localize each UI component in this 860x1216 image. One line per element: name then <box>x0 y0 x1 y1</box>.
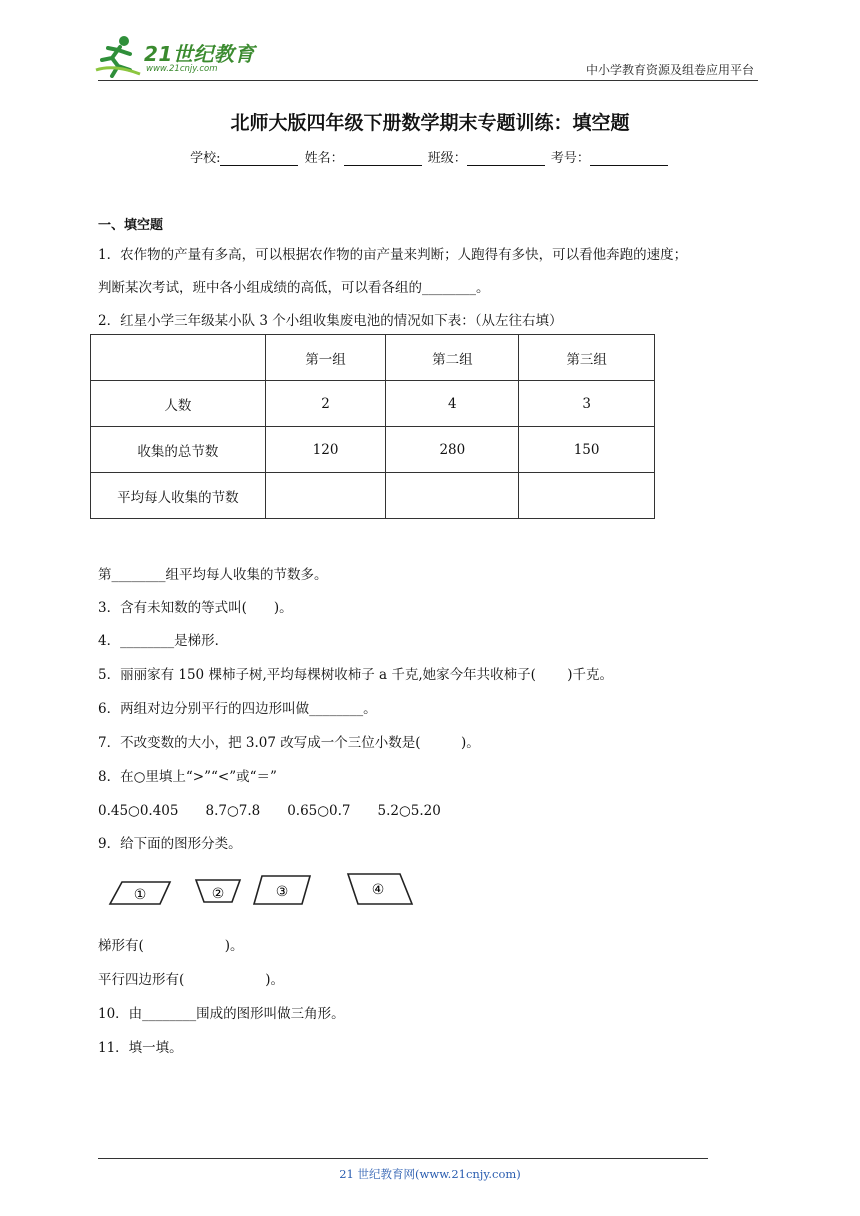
section-heading: 一、填空题 <box>98 218 164 233</box>
table-cell: 4 <box>386 381 519 427</box>
logo <box>94 34 264 82</box>
question-3: 3．含有未知数的等式叫( )。 <box>98 600 293 616</box>
question-8: 8．在○里填上“>”“<”或“＝” <box>98 769 277 785</box>
logo-text: 21世纪教育 <box>144 42 255 66</box>
question-10: 10．由________围成的图形叫做三角形。 <box>98 1006 345 1022</box>
answer-cell[interactable] <box>265 473 386 519</box>
table-row <box>91 381 655 427</box>
question-9: 9．给下面的图形分类。 <box>98 836 242 852</box>
class-blank <box>467 151 545 166</box>
question-5: 5．丽丽家有 150 棵柿子树,平均每棵树收柿子 a 千克,她家今年共收柿子( )千克。 <box>98 667 613 683</box>
table-row <box>91 473 655 519</box>
shape-2-label: ② <box>211 886 225 902</box>
question-9-parallelograms: 平行四边形有( )。 <box>98 972 285 988</box>
question-2: 2．红星小学三年级某小队 3 个小组收集废电池的情况如下表：（从左往右填） <box>98 313 563 329</box>
question-1-line-2: 判断某次考试，班中各小组成绩的高低，可以看各组的________。 <box>98 280 490 296</box>
table-header-row <box>91 335 655 381</box>
question-2-answer: 第________组平均每人收集的节数多。 <box>98 567 328 583</box>
table-cell: 120 <box>265 427 386 473</box>
school-blank <box>220 151 298 166</box>
table-cell: 280 <box>386 427 519 473</box>
battery-table <box>90 334 655 519</box>
runner-icon <box>94 34 142 78</box>
shape-3-label: ③ <box>275 884 289 900</box>
footer-link[interactable]: 21 世纪教育网(www.21cnjy.com) <box>339 1167 521 1181</box>
table-cell: 150 <box>519 427 655 473</box>
table-cell: 收集的总节数 <box>91 427 266 473</box>
question-4: 4．________是梯形． <box>98 633 229 649</box>
table-header-cell: 第三组 <box>519 335 655 381</box>
name-label: 姓名： <box>304 151 344 166</box>
table-header-cell: 第二组 <box>386 335 519 381</box>
name-blank <box>344 151 422 166</box>
table-cell: 3 <box>519 381 655 427</box>
platform-label: 中小学教育资源及组卷应用平台 <box>585 63 754 77</box>
table-row <box>91 427 655 473</box>
question-8-items: 0.45○0.405 8.7○7.8 0.65○0.7 5.2○5.20 <box>98 803 441 819</box>
table-cell: 人数 <box>91 381 266 427</box>
number-blank <box>590 151 668 166</box>
shape-1-label: ① <box>133 887 147 903</box>
page-title: 北师大版四年级下册数学期末专题训练：填空题 <box>230 112 630 134</box>
table-cell: 2 <box>265 381 386 427</box>
logo-url: www.21cnjy.com <box>146 64 218 74</box>
table-header-cell: 第一组 <box>265 335 386 381</box>
number-label: 考号： <box>550 151 590 166</box>
answer-cell[interactable] <box>386 473 519 519</box>
header-divider <box>98 80 758 81</box>
school-label: 学校: <box>190 151 221 166</box>
question-6: 6．两组对边分别平行的四边形叫做________。 <box>98 701 377 717</box>
question-7: 7．不改变数的大小，把 3.07 改写成一个三位小数是( )。 <box>98 735 480 751</box>
footer-divider <box>98 1158 708 1159</box>
question-11: 11．填一填。 <box>98 1040 183 1056</box>
class-label: 班级： <box>427 151 467 166</box>
question-9-trapezoids: 梯形有( )。 <box>98 938 244 954</box>
student-info-row <box>0 147 860 166</box>
answer-cell[interactable] <box>519 473 655 519</box>
question-1-line-1: 1．农作物的产量有多高，可以根据农作物的亩产量来判断；人跑得有多快，可以看他奔跑的速度； <box>98 247 688 263</box>
quadrilateral-figure <box>104 868 424 916</box>
table-cell: 平均每人收集的节数 <box>91 473 266 519</box>
table-header-cell <box>91 335 266 381</box>
shape-4-label: ④ <box>371 882 385 898</box>
